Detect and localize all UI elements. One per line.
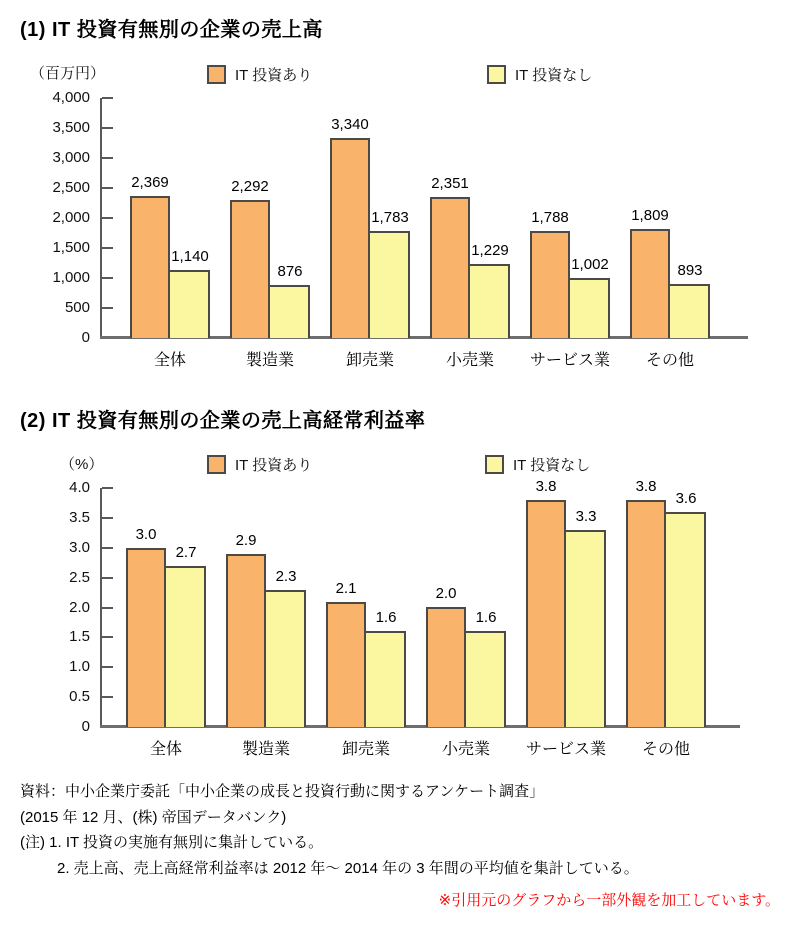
footer-note-line2: 2. 売上高、売上高経常利益率は 2012 年～ 2014 年の 3 年間の平均値を集計している。 <box>57 860 639 877</box>
category-label: その他 <box>641 741 690 758</box>
bar-value-label: 1.6 <box>375 609 397 626</box>
bar-value-label: 2,351 <box>431 175 469 192</box>
bar-value-label: 2.0 <box>435 585 457 602</box>
y-axis-tick-label: 0 <box>81 329 90 346</box>
chart2-title: (2) IT 投資有無別の企業の売上高経常利益率 <box>20 410 426 432</box>
bar-value-label: 1,809 <box>631 207 669 224</box>
y-axis-tick-label: 4,000 <box>52 89 90 106</box>
legend-label-it-with: IT 投資あり <box>235 67 313 84</box>
chart1-legend-item-it-without <box>487 64 592 85</box>
y-axis-tick <box>102 696 113 698</box>
footer-source-line1: 資料：中小企業庁委託「中小企業の成長と投資行動に関するアンケート調査」 <box>20 783 545 800</box>
bar-value-label: 1,229 <box>471 242 509 259</box>
category-label: 小売業 <box>441 741 490 758</box>
bar-value-label: 2.3 <box>275 568 297 585</box>
bar-it-with <box>130 196 170 338</box>
footer-source-line2: (2015 年 12 月、(株) 帝国データバンク) <box>20 809 287 826</box>
bar-value-label: 2,292 <box>231 178 269 195</box>
y-axis-tick <box>102 666 113 668</box>
footer-note-line1: (注) 1. IT 投資の実施有無別に集計している。 <box>20 834 324 851</box>
bar-it-without <box>470 264 510 338</box>
y-axis-tick <box>102 547 113 549</box>
bar-it-without <box>670 284 710 338</box>
y-axis-tick-label: 3.0 <box>69 538 90 556</box>
y-axis-tick <box>102 607 113 609</box>
category-label: 全体 <box>149 741 182 758</box>
bar-it-without <box>366 631 406 727</box>
legend-label-it-with: IT 投資あり <box>235 457 313 474</box>
y-axis-tick-label: 0 <box>81 718 90 735</box>
bar-it-without <box>270 285 310 338</box>
bar-value-label: 2.9 <box>235 532 257 549</box>
chart1-unit-label: （百万円） <box>30 65 106 82</box>
legend-label-it-without: IT 投資なし <box>515 67 593 84</box>
footer-disclaimer-note: ※引用元のグラフから一部外観を加工しています。 <box>438 892 780 909</box>
bar-value-label: 1,783 <box>371 209 409 226</box>
bar-it-with <box>526 500 566 727</box>
category-label: サービス業 <box>529 352 610 369</box>
y-axis-tick-label: 1.0 <box>69 658 90 676</box>
legend-swatch-it-without <box>485 455 504 474</box>
bar-it-without <box>466 631 506 727</box>
bar-it-with <box>430 197 470 338</box>
y-axis-tick-label: 3,000 <box>52 149 90 166</box>
y-axis-tick-label: 500 <box>64 299 90 316</box>
y-axis-tick <box>102 97 113 99</box>
y-axis-tick-label: 1.5 <box>69 628 90 646</box>
bar-value-label: 893 <box>677 262 703 279</box>
y-axis-tick-label: 1,500 <box>52 239 90 256</box>
bar-value-label: 2.7 <box>175 544 197 561</box>
bar-it-with <box>630 229 670 338</box>
y-axis-tick <box>102 187 113 189</box>
category-label: その他 <box>645 352 694 369</box>
bar-value-label: 3.8 <box>535 478 557 495</box>
chart2-unit-label: （%） <box>60 456 104 473</box>
y-axis-tick-label: 1,000 <box>52 269 90 286</box>
bar-value-label: 1.6 <box>475 609 497 626</box>
legend-label-it-without: IT 投資なし <box>513 457 591 474</box>
chart2-plot-area <box>69 478 748 758</box>
y-axis-tick <box>102 577 113 579</box>
category-label: 小売業 <box>445 352 494 369</box>
bar-value-label: 1,002 <box>571 256 609 273</box>
y-axis-tick <box>102 307 113 309</box>
chart1-plot-area <box>52 89 748 369</box>
chart2-legend-item-it-with <box>207 454 312 475</box>
category-label: 卸売業 <box>345 352 394 369</box>
y-axis-tick-label: 2.0 <box>69 598 90 616</box>
y-axis-tick <box>102 157 113 159</box>
bar-value-label: 876 <box>277 263 303 280</box>
chart2-legend-item-it-without <box>485 454 590 475</box>
bar-value-label: 3.8 <box>635 478 657 495</box>
bar-it-without <box>170 270 210 338</box>
category-label: サービス業 <box>525 741 606 758</box>
y-axis-tick-label: 4.0 <box>69 479 90 496</box>
bar-it-with <box>330 138 370 338</box>
category-label: 全体 <box>153 352 186 369</box>
y-axis-tick <box>102 517 113 519</box>
category-label: 製造業 <box>241 741 290 758</box>
y-axis-tick-label: 2,500 <box>52 179 90 196</box>
bar-it-without <box>666 512 706 727</box>
bar-value-label: 1,788 <box>531 209 569 226</box>
category-label: 製造業 <box>245 352 294 369</box>
chart1-legend-item-it-with <box>207 64 312 85</box>
bar-value-label: 2.1 <box>335 580 357 597</box>
bar-it-without <box>370 231 410 338</box>
bar-it-with <box>626 500 666 727</box>
y-axis-tick <box>102 636 113 638</box>
bar-it-with <box>126 548 166 727</box>
bar-it-without <box>166 566 206 727</box>
legend-swatch-it-with <box>207 455 226 474</box>
y-axis-tick-label: 3,500 <box>52 119 90 136</box>
bar-value-label: 3.3 <box>575 508 597 525</box>
bar-it-without <box>570 278 610 338</box>
bar-value-label: 3.6 <box>675 490 697 507</box>
bar-it-without <box>566 530 606 727</box>
y-axis-tick-label: 2.5 <box>69 568 90 586</box>
category-label: 卸売業 <box>341 741 390 758</box>
legend-swatch-it-with <box>207 65 226 84</box>
bar-it-with <box>530 231 570 338</box>
y-axis-tick-label: 0.5 <box>69 688 90 706</box>
legend-swatch-it-without <box>487 65 506 84</box>
bar-value-label: 3,340 <box>331 116 369 133</box>
y-axis-tick <box>102 127 113 129</box>
y-axis-tick <box>102 487 113 489</box>
y-axis-tick <box>102 247 113 249</box>
chart1-title: (1) IT 投資有無別の企業の売上高 <box>20 19 323 41</box>
y-axis-tick <box>102 277 113 279</box>
y-axis-tick-label: 2,000 <box>52 209 90 226</box>
bar-it-without <box>266 590 306 727</box>
bar-value-label: 3.0 <box>135 526 157 543</box>
bar-value-label: 2,369 <box>131 174 169 191</box>
y-axis-tick <box>102 217 113 219</box>
bar-value-label: 1,140 <box>171 248 209 265</box>
y-axis-tick-label: 3.5 <box>69 508 90 526</box>
